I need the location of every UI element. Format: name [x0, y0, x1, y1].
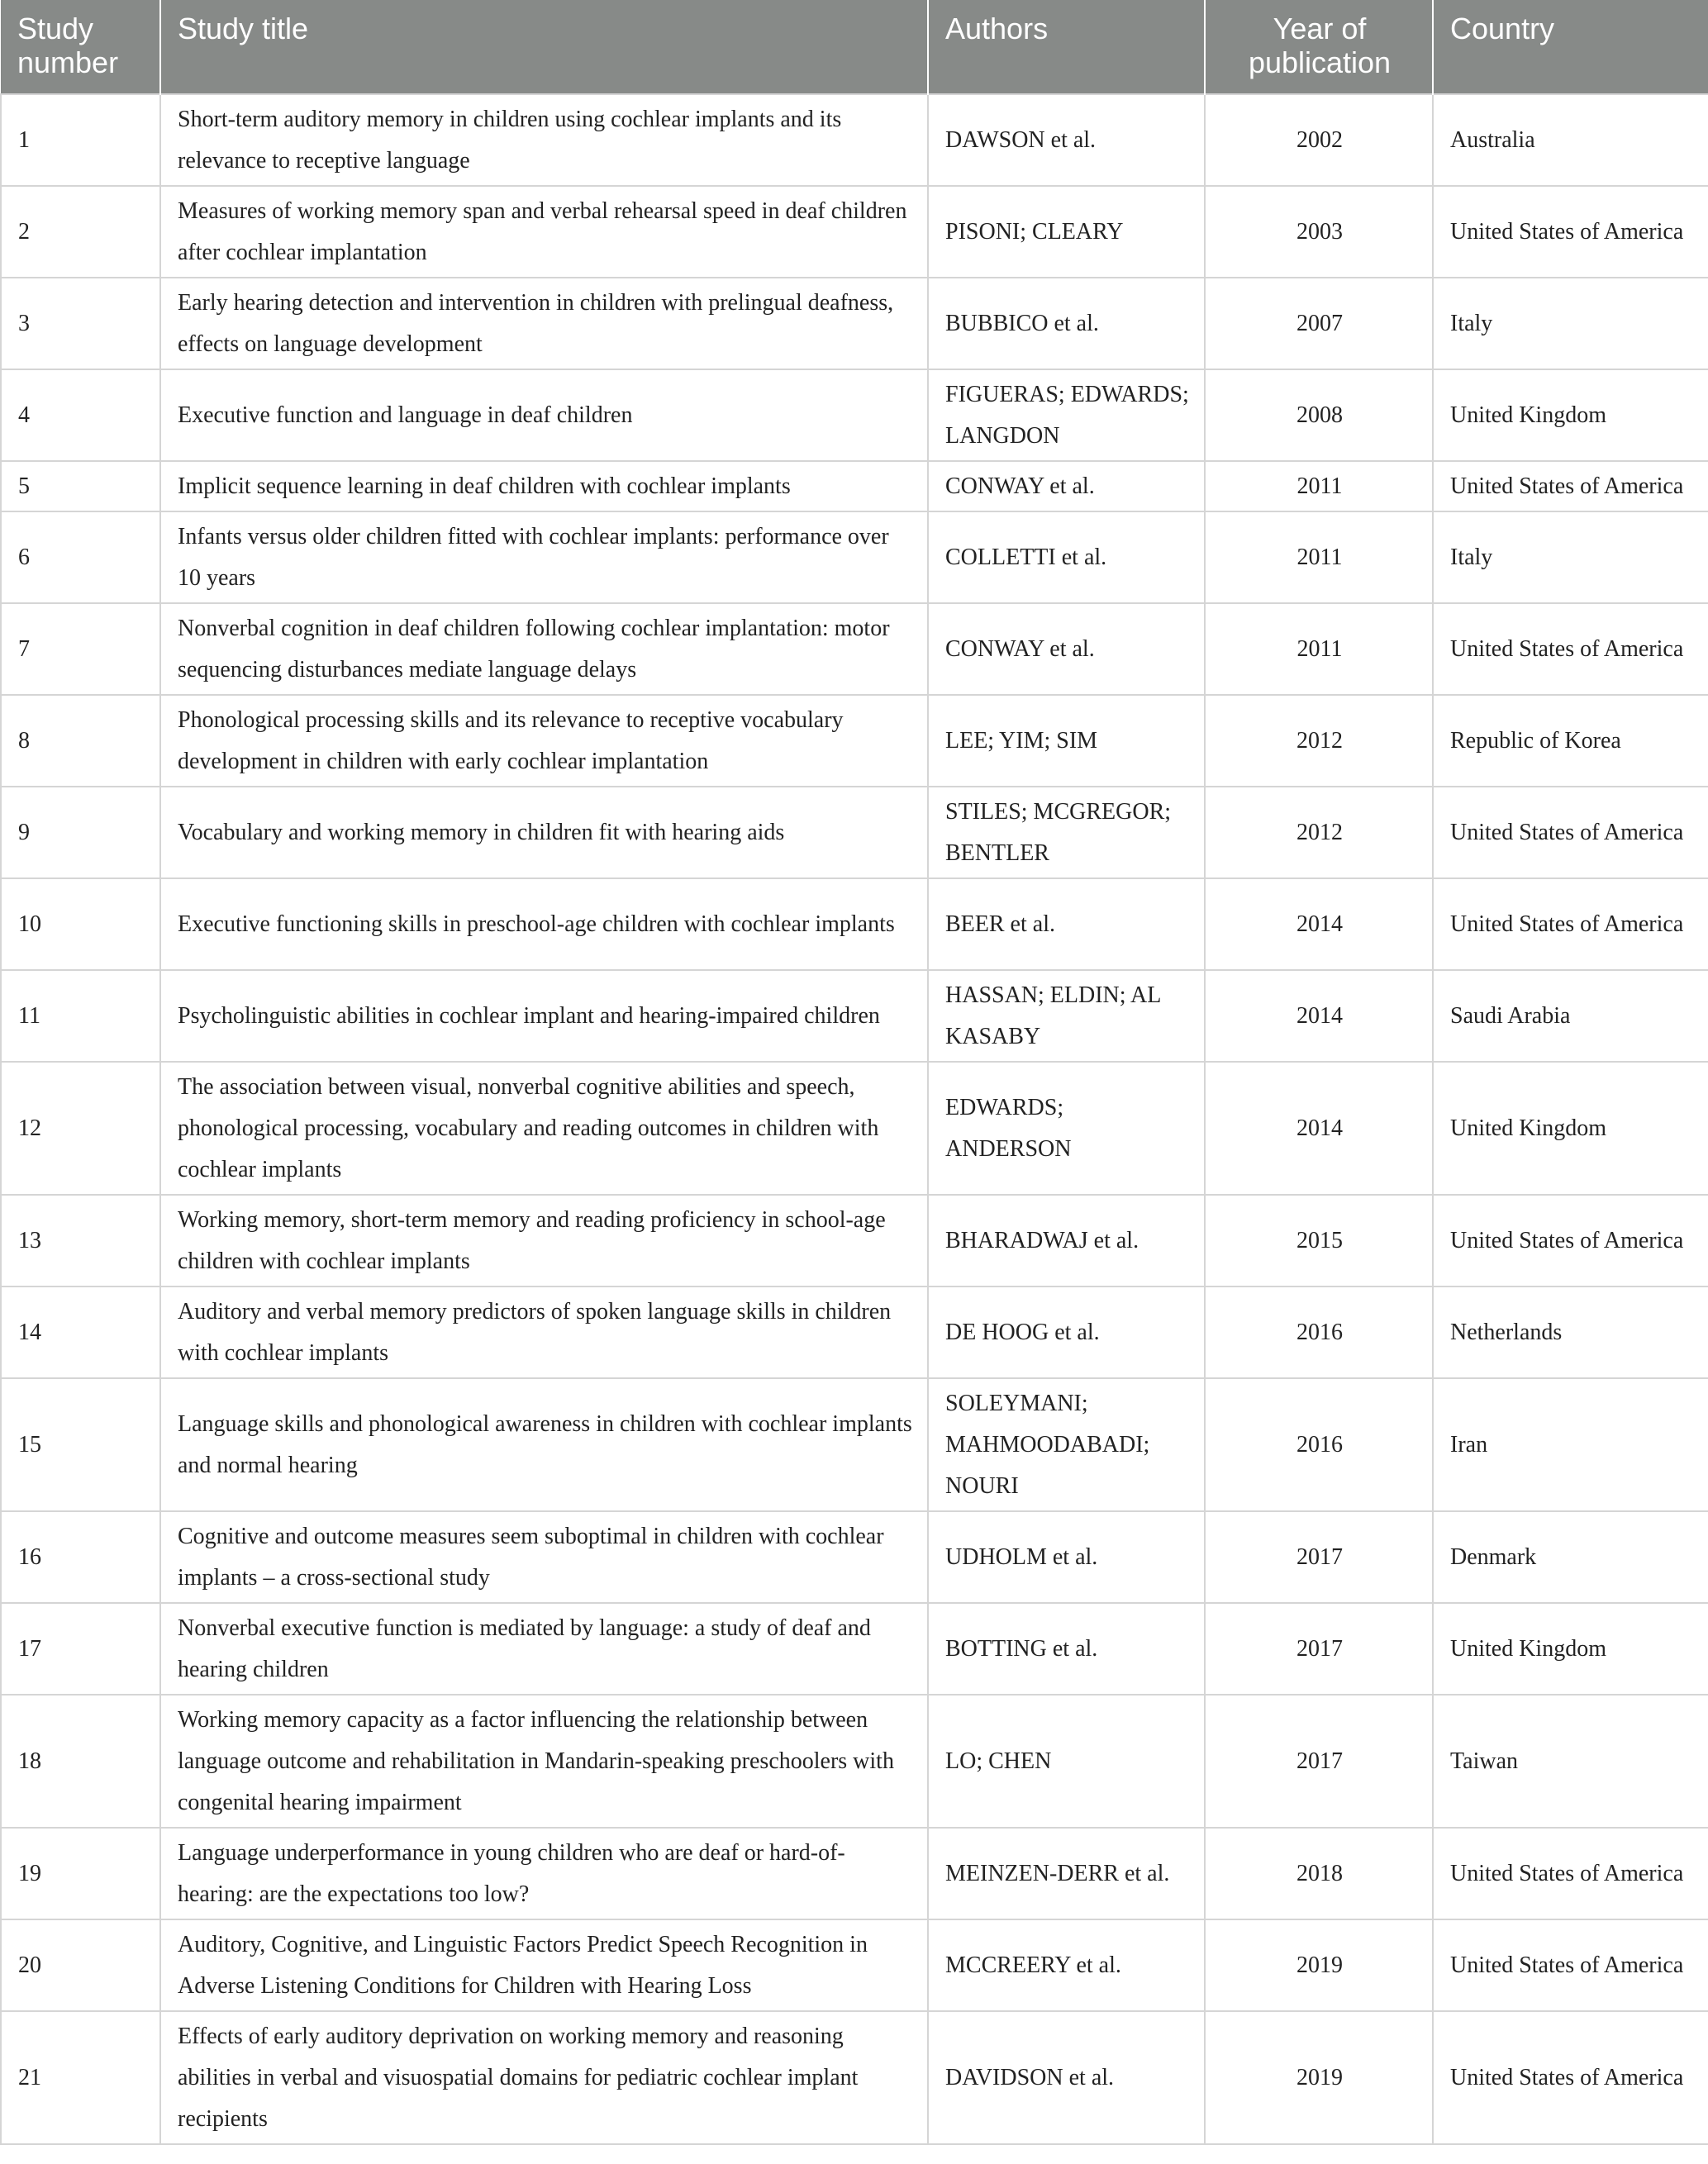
cell-year: 2016	[1205, 1378, 1433, 1511]
cell-year: 2011	[1205, 511, 1433, 603]
cell-year: 2015	[1205, 1195, 1433, 1287]
table-row	[1, 970, 1708, 1062]
cell-authors: DE HOOG et al.	[928, 1287, 1205, 1378]
cell-country: United States of America	[1433, 1919, 1708, 2011]
cell-study-title: Cognitive and outcome measures seem suboptimal in children with cochlear implants – a cross-sectional study	[160, 1511, 928, 1603]
cell-study-number: 11	[1, 970, 160, 1062]
cell-year: 2017	[1205, 1695, 1433, 1828]
table-row	[1, 1919, 1708, 2011]
cell-authors: BEER et al.	[928, 878, 1205, 970]
cell-study-title: Effects of early auditory deprivation on working memory and reasoning abilities in verbal and visuospatial domains for pediatric cochlear implant recipients	[160, 2011, 928, 2144]
table-row	[1, 1195, 1708, 1287]
cell-country: United States of America	[1433, 603, 1708, 695]
cell-study-title: Working memory, short-term memory and reading proficiency in school-age children with cochlear implants	[160, 1195, 928, 1287]
cell-study-number: 20	[1, 1919, 160, 2011]
cell-country: United Kingdom	[1433, 1062, 1708, 1195]
cell-study-number: 2	[1, 186, 160, 278]
cell-study-number: 16	[1, 1511, 160, 1603]
header-study-title: Study title	[160, 0, 928, 94]
cell-study-title: Infants versus older children fitted with cochlear implants: performance over 10 years	[160, 511, 928, 603]
cell-year: 2019	[1205, 2011, 1433, 2144]
table-row	[1, 603, 1708, 695]
table-row	[1, 94, 1708, 186]
table-row	[1, 1287, 1708, 1378]
cell-authors: BOTTING et al.	[928, 1603, 1205, 1695]
header-year	[1205, 0, 1433, 94]
cell-study-title: Measures of working memory span and verbal rehearsal speed in deaf children after cochlear implantation	[160, 186, 928, 278]
cell-country: United States of America	[1433, 1195, 1708, 1287]
cell-year: 2014	[1205, 970, 1433, 1062]
cell-study-title: Auditory, Cognitive, and Linguistic Factors Predict Speech Recognition in Adverse Listening Conditions for Children with Hearing Loss	[160, 1919, 928, 2011]
cell-country: United States of America	[1433, 461, 1708, 511]
header-study-number-line1: Study	[17, 12, 94, 45]
cell-study-title: Vocabulary and working memory in children fit with hearing aids	[160, 787, 928, 878]
cell-country: Italy	[1433, 511, 1708, 603]
cell-study-title: Executive function and language in deaf children	[160, 369, 928, 461]
cell-year: 2017	[1205, 1511, 1433, 1603]
table-row	[1, 461, 1708, 511]
cell-study-number: 7	[1, 603, 160, 695]
cell-study-number: 17	[1, 1603, 160, 1695]
cell-country: Netherlands	[1433, 1287, 1708, 1378]
table-body	[1, 94, 1708, 2144]
cell-authors: SOLEYMANI; MAHMOODABADI; NOURI	[928, 1378, 1205, 1511]
cell-study-title: Early hearing detection and intervention in children with prelingual deafness, effects on language development	[160, 278, 928, 369]
cell-study-number: 14	[1, 1287, 160, 1378]
table-row	[1, 878, 1708, 970]
table-row	[1, 1828, 1708, 1919]
cell-study-number: 3	[1, 278, 160, 369]
cell-year: 2011	[1205, 603, 1433, 695]
cell-study-title: Psycholinguistic abilities in cochlear implant and hearing-impaired children	[160, 970, 928, 1062]
cell-year: 2014	[1205, 1062, 1433, 1195]
cell-year: 2019	[1205, 1919, 1433, 2011]
table-row	[1, 2011, 1708, 2144]
cell-study-number: 5	[1, 461, 160, 511]
cell-authors: LEE; YIM; SIM	[928, 695, 1205, 787]
cell-study-number: 13	[1, 1195, 160, 1287]
cell-authors: BUBBICO et al.	[928, 278, 1205, 369]
cell-study-title: The association between visual, nonverbal cognitive abilities and speech, phonological processing, vocabulary and reading outcomes in children with cochlear implants	[160, 1062, 928, 1195]
cell-study-number: 8	[1, 695, 160, 787]
header-study-number-line2: number	[17, 45, 119, 79]
header-country: Country	[1433, 0, 1708, 94]
cell-study-number: 21	[1, 2011, 160, 2144]
cell-country: Denmark	[1433, 1511, 1708, 1603]
cell-country: United Kingdom	[1433, 369, 1708, 461]
table-row	[1, 186, 1708, 278]
header-study-number	[1, 0, 160, 94]
cell-study-title: Phonological processing skills and its relevance to receptive vocabulary development in children with early cochlear implantation	[160, 695, 928, 787]
cell-authors: CONWAY et al.	[928, 461, 1205, 511]
cell-study-number: 19	[1, 1828, 160, 1919]
table-row	[1, 1603, 1708, 1695]
cell-authors: EDWARDS; ANDERSON	[928, 1062, 1205, 1195]
cell-authors: UDHOLM et al.	[928, 1511, 1205, 1603]
cell-study-title: Nonverbal executive function is mediated by language: a study of deaf and hearing children	[160, 1603, 928, 1695]
table-row	[1, 511, 1708, 603]
cell-authors: FIGUERAS; EDWARDS; LANGDON	[928, 369, 1205, 461]
cell-study-number: 4	[1, 369, 160, 461]
table-row	[1, 1378, 1708, 1511]
header-year-line1: Year of	[1273, 12, 1367, 45]
cell-authors: HASSAN; ELDIN; AL KASABY	[928, 970, 1205, 1062]
cell-year: 2007	[1205, 278, 1433, 369]
cell-study-number: 18	[1, 1695, 160, 1828]
cell-country: Italy	[1433, 278, 1708, 369]
cell-country: Republic of Korea	[1433, 695, 1708, 787]
table-row	[1, 278, 1708, 369]
table-row	[1, 787, 1708, 878]
table-row	[1, 369, 1708, 461]
cell-authors: MCCREERY et al.	[928, 1919, 1205, 2011]
cell-study-number: 10	[1, 878, 160, 970]
cell-study-title: Working memory capacity as a factor influencing the relationship between language outcome and rehabilitation in Mandarin-speaking preschoolers with congenital hearing impairment	[160, 1695, 928, 1828]
cell-authors: PISONI; CLEARY	[928, 186, 1205, 278]
cell-year: 2003	[1205, 186, 1433, 278]
cell-country: Australia	[1433, 94, 1708, 186]
cell-study-number: 9	[1, 787, 160, 878]
cell-year: 2012	[1205, 695, 1433, 787]
cell-study-title: Language skills and phonological awareness in children with cochlear implants and normal hearing	[160, 1378, 928, 1511]
cell-country: United States of America	[1433, 787, 1708, 878]
cell-year: 2012	[1205, 787, 1433, 878]
header-year-line2: publication	[1248, 45, 1392, 79]
cell-country: Taiwan	[1433, 1695, 1708, 1828]
table-row	[1, 1062, 1708, 1195]
cell-country: United States of America	[1433, 878, 1708, 970]
cell-country: United States of America	[1433, 186, 1708, 278]
cell-study-title: Implicit sequence learning in deaf children with cochlear implants	[160, 461, 928, 511]
cell-authors: BHARADWAJ et al.	[928, 1195, 1205, 1287]
cell-study-title: Language underperformance in young children who are deaf or hard-of-hearing: are the expectations too low?	[160, 1828, 928, 1919]
header-authors: Authors	[928, 0, 1205, 94]
cell-study-number: 1	[1, 94, 160, 186]
cell-country: United Kingdom	[1433, 1603, 1708, 1695]
cell-study-number: 15	[1, 1378, 160, 1511]
cell-authors: STILES; MCGREGOR; BENTLER	[928, 787, 1205, 878]
cell-authors: LO; CHEN	[928, 1695, 1205, 1828]
cell-authors: MEINZEN-DERR et al.	[928, 1828, 1205, 1919]
cell-study-title: Executive functioning skills in preschool-age children with cochlear implants	[160, 878, 928, 970]
cell-year: 2002	[1205, 94, 1433, 186]
cell-country: United States of America	[1433, 1828, 1708, 1919]
cell-year: 2018	[1205, 1828, 1433, 1919]
cell-year: 2008	[1205, 369, 1433, 461]
cell-country: Iran	[1433, 1378, 1708, 1511]
cell-year: 2017	[1205, 1603, 1433, 1695]
table-row	[1, 695, 1708, 787]
table-row	[1, 1511, 1708, 1603]
cell-authors: DAVIDSON et al.	[928, 2011, 1205, 2144]
cell-year: 2014	[1205, 878, 1433, 970]
cell-study-number: 12	[1, 1062, 160, 1195]
cell-study-number: 6	[1, 511, 160, 603]
cell-year: 2011	[1205, 461, 1433, 511]
table-row	[1, 1695, 1708, 1828]
cell-year: 2016	[1205, 1287, 1433, 1378]
cell-study-title: Short-term auditory memory in children using cochlear implants and its relevance to receptive language	[160, 94, 928, 186]
cell-authors: CONWAY et al.	[928, 603, 1205, 695]
cell-country: United States of America	[1433, 2011, 1708, 2144]
cell-country: Saudi Arabia	[1433, 970, 1708, 1062]
cell-study-title: Auditory and verbal memory predictors of spoken language skills in children with cochlear implants	[160, 1287, 928, 1378]
cell-authors: COLLETTI et al.	[928, 511, 1205, 603]
cell-authors: DAWSON et al.	[928, 94, 1205, 186]
cell-study-title: Nonverbal cognition in deaf children following cochlear implantation: motor sequencing disturbances mediate language delays	[160, 603, 928, 695]
header-row	[1, 0, 1708, 94]
